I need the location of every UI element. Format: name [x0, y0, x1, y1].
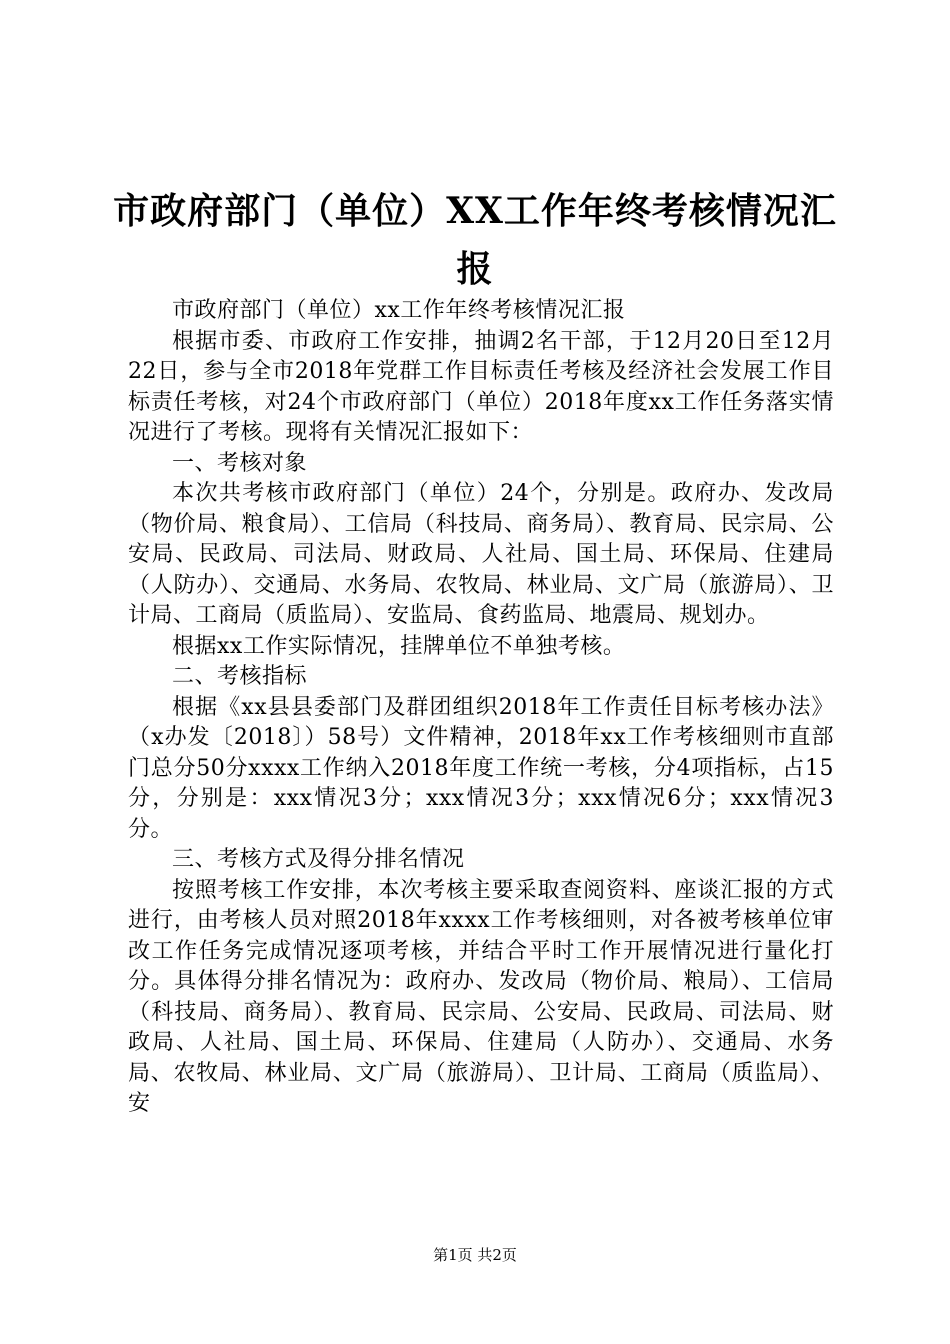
paragraph-indicators: 根据《xx县县委部门及群团组织2018年工作责任目标考核办法》（x办发〔2018〕）58号）文件精神，2018年xx工作考核细则市直部门总分50分xxxx工作纳入2018年度工作统一考核，分4项指标，占15分，分别是：xxx情况3分；xxx情况3分；xxx情况6分；xxx情况3分。 [128, 694, 834, 842]
page-footer: 第1页 共2页 [433, 1246, 517, 1264]
paragraph-note: 根据xx工作实际情况，挂牌单位不单独考核。 [172, 633, 626, 659]
paragraph-targets: 本次共考核市政府部门（单位）24个，分别是。政府办、发改局（物价局、粮食局）、工信局（科技局、商务局）、教育局、民宗局、公安局、民政局、司法局、财政局、人社局、国土局、环保局、住建局（人防办）、交通局、水务局、农牧局、林业局、文广局（旅游局）、卫计局、工商局（质监局）、安监局、食药监局、地震局、规划办。 [128, 481, 834, 628]
paragraph-method: 按照考核工作安排，本次考核主要采取查阅资料、座谈汇报的方式进行，由考核人员对照2018年xxxx工作考核细则，对各被考核单位审改工作任务完成情况逐项考核，并结合平时工作开展情况进行量化打分。具体得分排名情况为：政府办、发改局（物价局、粮局）、工信局（科技局、商务局）、教育局、民宗局、公安局、民政局、司法局、财政局、人社局、国土局、环保局、住建局（人防办）、交通局、水务局、农牧局、林业局、文广局（旅游局）、卫计局、工商局（质监局）、安 [128, 877, 834, 1116]
document-title: 市政府部门（单位）XX工作年终考核情况汇报 [113, 190, 837, 290]
section-heading-2: 二、考核指标 [172, 664, 308, 689]
paragraph-subtitle: 市政府部门（单位）xx工作年终考核情况汇报 [172, 298, 626, 323]
section-heading-1: 一、考核对象 [172, 450, 308, 476]
section-heading-3: 三、考核方式及得分排名情况 [172, 847, 465, 872]
paragraph-intro: 根据市委、市政府工作安排，抽调2名干部，于12月20日至12月22日，参与全市2018年党群工作目标责任考核及经济社会发展工作目标责任考核，对24个市政府部门（单位）2018年度xx工作任务落实情况进行了考核。现将有关情况汇报如下： [128, 328, 834, 445]
document-body [128, 296, 834, 1120]
